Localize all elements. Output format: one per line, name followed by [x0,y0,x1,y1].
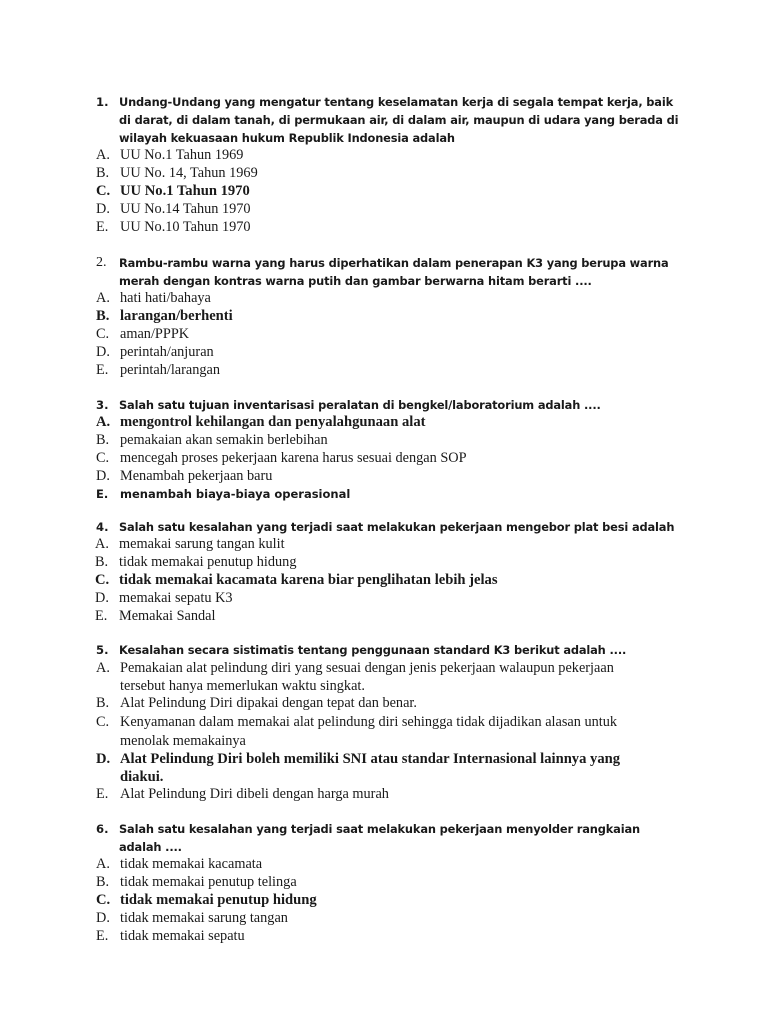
option-list [96,414,686,504]
option-letter: E. [96,927,109,944]
option-a [95,536,686,554]
option-e [96,928,686,946]
option-c [96,450,686,468]
option-b-answer [96,308,686,326]
option-text: perintah/larangan [120,361,221,378]
option-d [96,468,686,486]
option-letter: A. [96,856,110,872]
option-c [96,326,686,344]
option-text: tidak memakai sarung tangan [120,909,288,926]
option-text: Pemakaian alat pelindung diri yang sesuai dengan jenis pekerjaan walaupun pekerjaan tersebut hanya memerlukan waktu singkat. [120,660,614,695]
question-number: 5. [96,643,109,657]
option-list [96,856,686,946]
option-letter: E. [96,361,109,378]
option-text: tidak memakai penutup hidung [119,553,297,570]
question-6 [96,820,686,946]
question-4 [96,518,686,626]
question-3 [96,396,686,504]
option-letter: C. [96,182,111,199]
option-e [96,362,686,380]
option-c-answer [96,892,686,910]
option-letter: D. [95,589,109,606]
option-b [96,432,686,450]
option-d [95,590,686,608]
option-c [96,713,686,749]
question-number: 6. [96,822,109,836]
option-letter: E. [96,218,109,235]
option-e [96,219,686,237]
option-text: Alat Pelindung Diri boleh memiliki SNI atau standar Internasional lainnya yang diakui. [120,750,621,785]
option-letter: A. [96,147,110,163]
option-e [96,486,686,504]
question-number: 1. [96,95,109,109]
option-letter: D. [96,750,111,767]
option-letter: E. [95,607,108,624]
option-letter: B. [96,307,110,324]
option-a [96,290,686,308]
option-text: memakai sepatu K3 [119,589,233,606]
option-a-answer [96,414,686,432]
option-list [96,290,686,380]
option-text: tidak memakai kacamata karena biar penglihatan lebih jelas [119,571,498,588]
option-text: perintah/anjuran [120,343,214,360]
option-text: aman/PPPK [120,325,190,342]
question-number: 2. [96,255,107,270]
option-letter: B. [96,873,110,890]
question-number: 4. [96,520,109,534]
option-letter: B. [96,164,110,181]
option-text: larangan/berhenti [120,307,233,324]
question-2 [96,254,686,380]
question-number: 3. [96,398,109,412]
question-1 [96,93,686,237]
option-letter: B. [96,695,110,712]
option-b [96,165,686,183]
option-text: Menambah pekerjaan baru [120,467,273,484]
question-text: Salah satu kesalahan yang terjadi saat melakukan pekerjaan mengebor plat besi adalah [119,520,675,534]
option-text: tidak memakai kacamata [120,856,263,872]
question-text: Undang-Undang yang mengatur tentang keselamatan kerja di segala tempat kerja, baik di darat, di dalam tanah, di permukaan air, di dalam air, maupun di udara yang berada di wilayah kekuasaan hukum Republik Indonesia adalah [119,95,679,145]
question-text: Rambu-rambu warna yang harus diperhatikan dalam penerapan K3 yang berupa warna merah dengan kontras warna putih dan gambar berwarna hitam berarti .... [119,256,669,288]
option-d [96,344,686,362]
option-list [96,147,686,237]
option-text: mencegah proses pekerjaan karena harus sesuai dengan SOP [120,449,467,466]
option-text: tidak memakai penutup hidung [120,891,317,908]
option-b [96,874,686,892]
option-letter: E. [96,786,109,803]
option-letter: E. [96,486,109,501]
option-text: Alat Pelindung Diri dibeli dengan harga murah [120,786,389,803]
option-text: UU No.1 Tahun 1969 [120,147,244,163]
option-letter: B. [95,553,109,570]
option-a [96,147,686,165]
option-letter: A. [96,660,110,676]
option-text: Kenyamanan dalam memakai alat pelindung diri sehingga tidak dijadikan alasan untuk menolak memakainya [120,714,618,749]
option-d [96,201,686,219]
option-c-answer [96,183,686,201]
option-text: menambah biaya-biaya operasional [120,486,351,501]
option-letter: D. [96,467,110,484]
option-letter: C. [96,714,110,731]
option-letter: A. [96,290,110,306]
option-b [95,554,686,572]
question-text: Kesalahan secara sistimatis tentang penggunaan standard K3 berikut adalah .... [119,643,627,657]
option-text: tidak memakai sepatu [120,927,245,944]
option-d-answer [96,750,686,786]
option-text: mengontrol kehilangan dan penyalahgunaan alat [120,414,426,430]
option-list [95,536,686,626]
option-letter: D. [96,909,110,926]
option-d [96,910,686,928]
option-e [95,608,686,626]
option-letter: B. [96,431,110,448]
option-text: UU No. 14, Tahun 1969 [120,164,258,181]
option-e [96,786,686,804]
option-text: UU No.10 Tahun 1970 [120,218,251,235]
option-text: Memakai Sandal [119,607,216,624]
option-text: tidak memakai penutup telinga [120,873,297,890]
question-5 [96,641,686,804]
option-letter: A. [95,536,109,552]
option-text: hati hati/bahaya [120,290,211,306]
option-letter: C. [96,325,110,342]
option-text: UU No.14 Tahun 1970 [120,200,251,217]
question-text: Salah satu kesalahan yang terjadi saat melakukan pekerjaan menyolder rangkaian adalah .... [119,822,640,854]
option-letter: C. [95,571,110,588]
option-text: UU No.1 Tahun 1970 [120,182,250,199]
option-letter: D. [96,200,110,217]
option-letter: C. [96,891,111,908]
option-a [96,856,686,874]
option-text: pemakaian akan semakin berlebihan [120,431,328,448]
option-text: Alat Pelindung Diri dipakai dengan tepat dan benar. [120,695,417,712]
option-list [96,659,686,804]
option-letter: A. [96,414,111,430]
option-letter: D. [96,343,110,360]
option-a [96,659,686,695]
option-text: memakai sarung tangan kulit [119,536,285,552]
option-c-answer [95,572,686,590]
question-text: Salah satu tujuan inventarisasi peralatan di bengkel/laboratorium adalah .... [119,398,601,412]
option-letter: C. [96,449,110,466]
option-b [96,695,686,713]
